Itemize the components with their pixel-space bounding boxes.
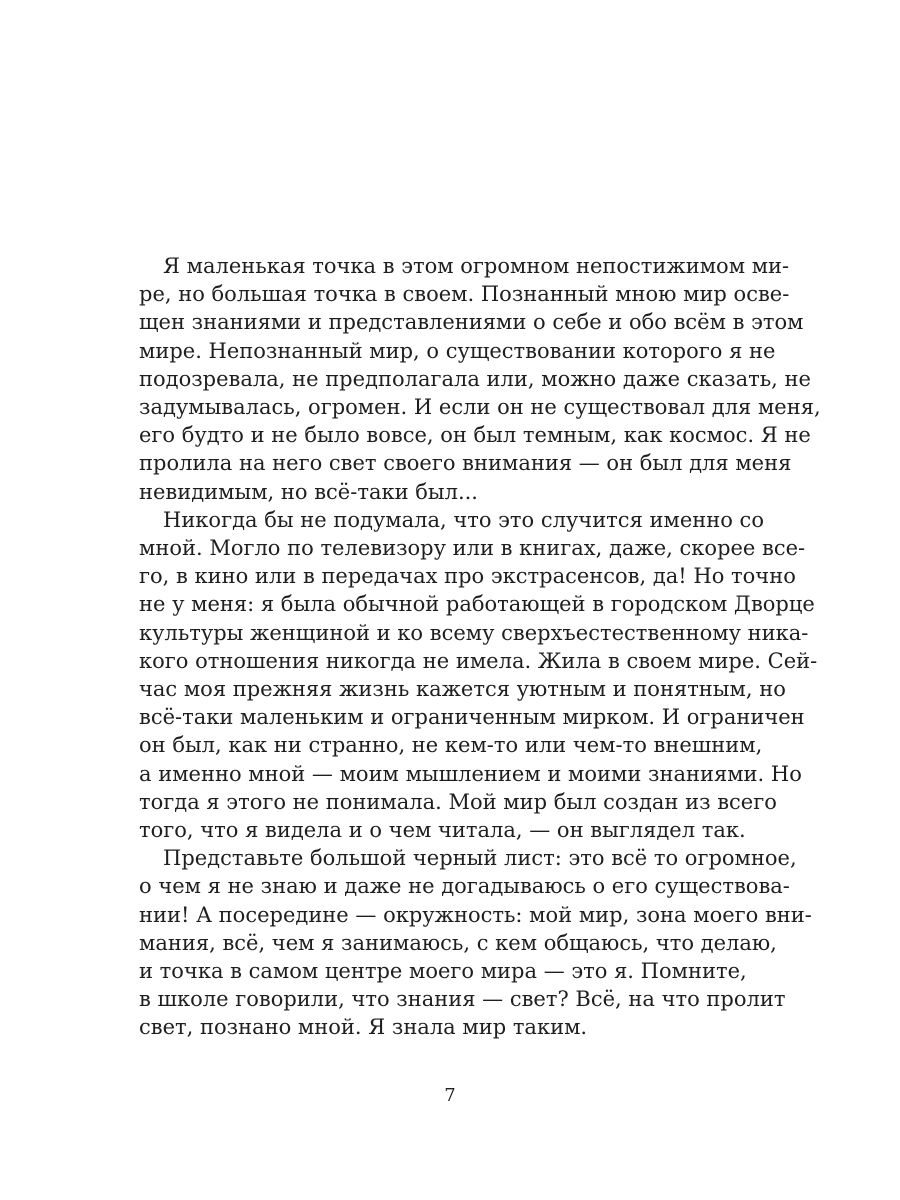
text-line: подозревала, не предполагала или, можно даже сказать, не (139, 366, 811, 391)
text-line: го, в кино или в передачах про экстрасенсов, да! Но точно (139, 564, 796, 589)
text-line: а именно мной — моим мышлением и моими знаниями. Но (139, 761, 802, 786)
text-line: задумывалась, огромен. И если он не существовал для меня, (139, 395, 821, 420)
text-line: нии! А посередине — окружность: мой мир, зона моего вни- (139, 902, 812, 927)
text-line: Представьте большой черный лист: это всё то огромное, (163, 846, 797, 871)
paragraph-3 (139, 844, 812, 1041)
text-line: невидимым, но всё-таки был... (139, 479, 478, 504)
page-number: 7 (444, 1085, 456, 1106)
text-line: всё-таки маленьким и ограниченным мирком. И ограничен (139, 705, 805, 730)
paragraph-1 (139, 252, 821, 506)
text-line: его будто и не было вовсе, он был темным, как космос. Я не (139, 423, 811, 448)
text-line: в школе говорили, что знания — свет? Всё, на что пролит (139, 987, 786, 1012)
text-line: не у меня: я была обычной работающей в городском Дворце (139, 592, 815, 617)
text-line: ре, но большая точка в своем. Познанный мною мир осве- (139, 282, 790, 307)
page-body (139, 252, 821, 1042)
text-line: мире. Непознанный мир, о существовании которого я не (139, 338, 776, 363)
paragraph-2 (139, 506, 818, 844)
text-line: мной. Могло по телевизору или в книгах, даже, скорее все- (139, 536, 806, 561)
text-line: Я маленькая точка в этом огромном непостижимом ми- (163, 254, 790, 278)
text-line: щен знаниями и представлениями о себе и обо всём в этом (139, 310, 804, 335)
text-line: мания, всё, чем я занимаюсь, с кем общаюсь, что делаю, (139, 930, 777, 955)
text-line: того, что я видела и о чем читала, — он выглядел так. (139, 818, 746, 843)
text-line: час моя прежняя жизнь кажется уютным и понятным, но (139, 677, 786, 702)
text-line: Никогда бы не подумала, что это случится именно со (163, 507, 764, 532)
text-line: и точка в самом центре моего мира — это я. Помните, (139, 959, 747, 984)
text-line: кого отношения никогда не имела. Жила в своем мире. Сей- (139, 648, 818, 673)
text-line: тогда я этого не понимала. Мой мир был создан из всего (139, 789, 777, 814)
text-line: культуры женщиной и ко всему сверхъестественному ника- (139, 620, 809, 645)
text-line: свет, познано мной. Я знала мир таким. (139, 1015, 588, 1040)
text-line: он был, как ни странно, не кем-то или чем-то внешним, (139, 733, 763, 758)
text-line: пролила на него свет своего внимания — он был для меня (139, 451, 792, 476)
text-line: о чем я не знаю и даже не догадываюсь о его существова- (139, 874, 790, 899)
